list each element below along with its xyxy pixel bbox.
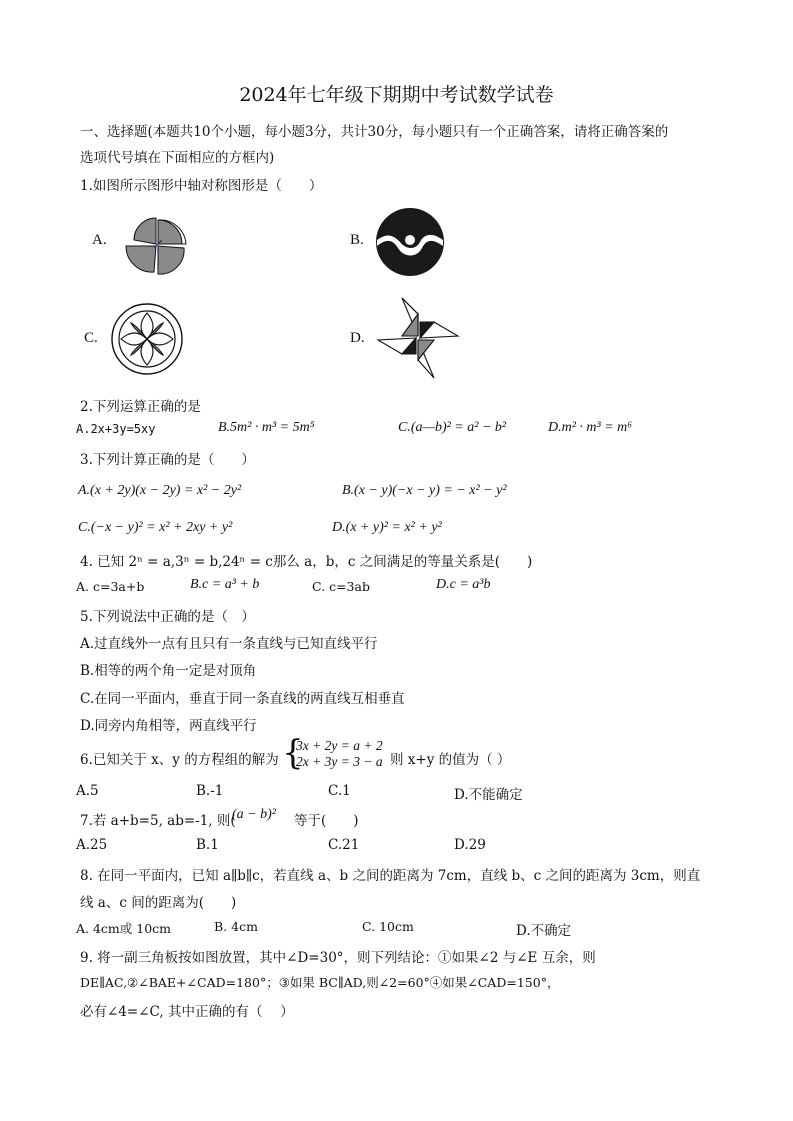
q4-option-a: A. c=3a+b: [76, 579, 145, 594]
q4-stem: 4. 已知 2ⁿ = a,3ⁿ = b,24ⁿ = c那么 a，b，c 之间满足的等量关系是( ): [80, 554, 533, 570]
page-title: 2024年七年级下期期中考试数学试卷: [239, 84, 554, 106]
q1-option-c-label: C.: [84, 330, 98, 346]
q6-equation-1: 3x + 2y = a + 2: [296, 738, 383, 753]
q3-option-a: A.(x + 2y)(x − 2y) = x² − 2y²: [78, 483, 242, 498]
q6-option-c: C.1: [328, 783, 351, 799]
pinwheel-figure-a: [118, 210, 198, 280]
q1-stem: 1.如图所示图形中轴对称图形是（ ）: [80, 178, 323, 194]
q7-stem-pre: 7.若 a+b=5, ab=-1, 则(: [80, 813, 236, 829]
q1-option-d-label: D.: [350, 330, 365, 346]
q3-stem: 3.下列计算正确的是（ ）: [80, 452, 255, 468]
four-petal-circle-figure-c: [110, 302, 184, 376]
q4-option-c: C. c=3ab: [312, 579, 370, 594]
q2-option-b: B.5m² · m³ = 5m⁵: [218, 420, 315, 435]
q7-stem-post: 等于( ): [294, 813, 359, 829]
windmill-figure-d: [376, 296, 460, 380]
q4-option-b: B.c = a³ + b: [190, 577, 260, 592]
q4-option-d: D.c = a³b: [436, 577, 491, 592]
q3-option-d: D.(x + y)² = x² + y²: [332, 520, 442, 535]
q5-option-d: D.同旁内角相等，两直线平行: [80, 718, 257, 734]
q9-stem-line2: DE∥AC,②∠BAE+∠CAD=180°；③如果 BC∥AD,则∠2=60°④如果∠CAD=150°，: [80, 975, 560, 990]
q6-stem-post: 则 x+y 的值为（ ）: [390, 752, 511, 768]
q7-option-a: A.25: [76, 837, 108, 853]
q8-option-d: D.不确定: [516, 923, 572, 939]
q2-option-d: D.m² · m³ = m⁶: [548, 420, 633, 435]
q6-option-b: B.-1: [196, 783, 224, 799]
q1-option-a-label: A.: [92, 232, 107, 248]
q7-option-b: B.1: [196, 837, 219, 853]
q5-option-c: C.在同一平面内，垂直于同一条直线的两直线互相垂直: [80, 691, 405, 707]
q5-option-a: A.过直线外一点有且只有一条直线与已知直线平行: [80, 636, 378, 652]
q1-option-b-label: B.: [350, 232, 364, 248]
q6-option-a: A.5: [76, 783, 99, 799]
q8-stem-line2: 线 a、c 间的距离为( ): [80, 895, 237, 911]
q6-equation-2: 2x + 3y = 3 − a: [296, 754, 383, 769]
q9-stem-line3: 必有∠4=∠C, 其中正确的有（ ）: [80, 1004, 294, 1020]
q2-option-c: C.(a—b)² = a² − b²: [398, 420, 507, 435]
q7-option-c: C.21: [328, 837, 360, 853]
q6-option-d: D.不能确定: [454, 787, 523, 803]
q5-option-b: B.相等的两个角一定是对顶角: [80, 663, 257, 679]
q9-stem-line1: 9. 将一副三角板按如图放置，其中∠D=30°，则下列结论：①如果∠2 与∠E 互余，则: [80, 950, 596, 966]
q7-expression: (a − b)²: [232, 807, 276, 822]
q8-option-c: C. 10cm: [362, 919, 414, 934]
q8-option-a: A. 4cm或 10cm: [76, 921, 172, 936]
section-instructions-line1: 一、选择题(本题共10个小题，每小题3分，共计30分，每小题只有一个正确答案，请将正确答案的: [80, 124, 669, 140]
system-brace: {: [282, 733, 304, 773]
q6-stem-pre: 6.已知关于 x、y 的方程组的解为: [80, 752, 279, 768]
wave-circle-figure-b: [374, 206, 446, 278]
q7-option-d: D.29: [454, 837, 486, 853]
q3-option-b: B.(x − y)(−x − y) = − x² − y²: [342, 483, 507, 498]
q5-stem: 5.下列说法中正确的是（ ）: [80, 609, 255, 625]
q8-stem-line1: 8. 在同一平面内，已知 a∥b∥c，若直线 a、b 之间的距离为 7cm，直线 b、c 之间的距离为 3cm，则直: [80, 868, 701, 884]
section-instructions-line2: 选项代号填在下面相应的方框内): [80, 150, 275, 166]
q8-option-b: B. 4cm: [214, 919, 258, 934]
q2-option-a: A.2x+3y=5xy: [76, 422, 156, 436]
q3-option-c: C.(−x − y)² = x² + 2xy + y²: [78, 520, 233, 535]
q2-stem: 2.下列运算正确的是: [80, 399, 201, 415]
